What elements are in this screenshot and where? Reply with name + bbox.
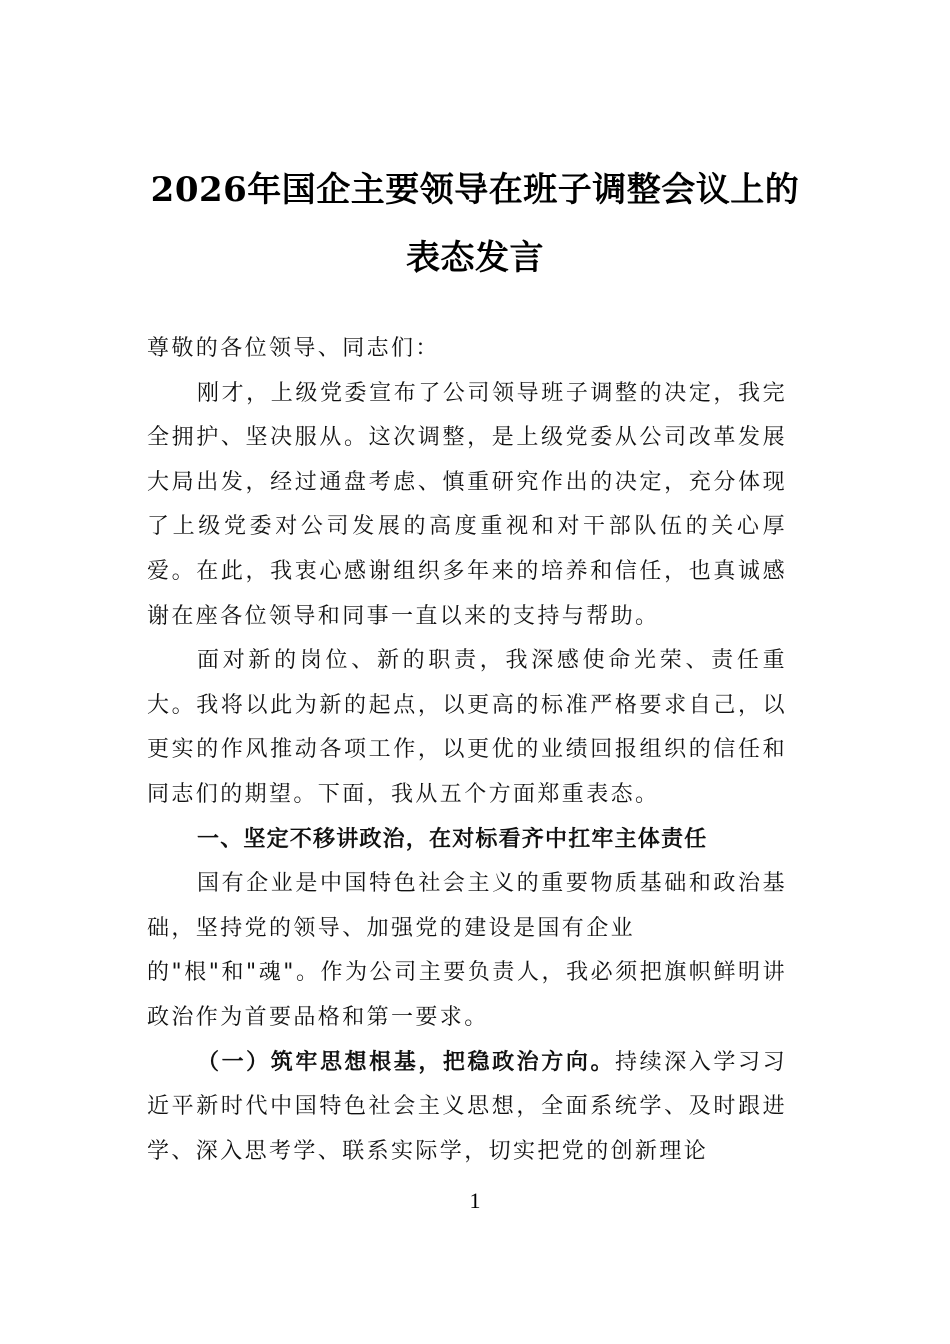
subsection-1-paragraph	[147, 1041, 787, 1175]
paragraph-1: 刚才，上级党委宣布了公司领导班子调整的决定，我完全拥护、坚决服从。这次调整，是上级党委从公司改革发展大局出发，经过通盘考虑、慎重研究作出的决定，充分体现了上级党委对公司发展的高度重视和对干部队伍的关心厚爱。在此，我衷心感谢组织多年来的培养和信任，也真诚感谢在座各位领导和同事一直以来的支持与帮助。	[147, 380, 787, 629]
salutation: 尊敬的各位领导、同志们：	[147, 336, 440, 361]
paragraph-2: 面对新的岗位、新的职责，我深感使命光荣、责任重大。我将以此为新的起点，以更高的标准严格要求自己，以更实的作风推动各项工作，以更优的业绩回报组织的信任和同志们的期望。下面，我从五个方面郑重表态。	[147, 648, 787, 807]
document-title-line1: 2026年国企主要领导在班子调整会议上的	[150, 170, 800, 210]
section-1-heading: 一、坚定不移讲政治，在对标看齐中扛牢主体责任	[197, 826, 708, 852]
section-1-paragraph-part2: 的"根"和"魂"。作为公司主要负责人，我必须把旗帜鲜明讲政治作为首要品格和第一要求。	[147, 960, 787, 1030]
section-1-paragraph	[147, 862, 787, 1040]
document-body	[147, 327, 787, 1174]
subsection-1-text: 持续深入学习习近平新时代中国特色社会主义思想，全面系统学、及时跟进学、深入思考学、联系实际学，切实把党的创新理论	[147, 1049, 787, 1164]
section-1-paragraph-part1: 国有企业是中国特色社会主义的重要物质基础和政治基础，坚持党的领导、加强党的建设是国有企业	[147, 871, 787, 941]
subsection-1-heading: （一）筑牢思想根基，把稳政治方向。	[197, 1049, 616, 1075]
page-number: 1	[469, 1188, 481, 1213]
document-title-line2: 表态发言	[406, 238, 544, 278]
